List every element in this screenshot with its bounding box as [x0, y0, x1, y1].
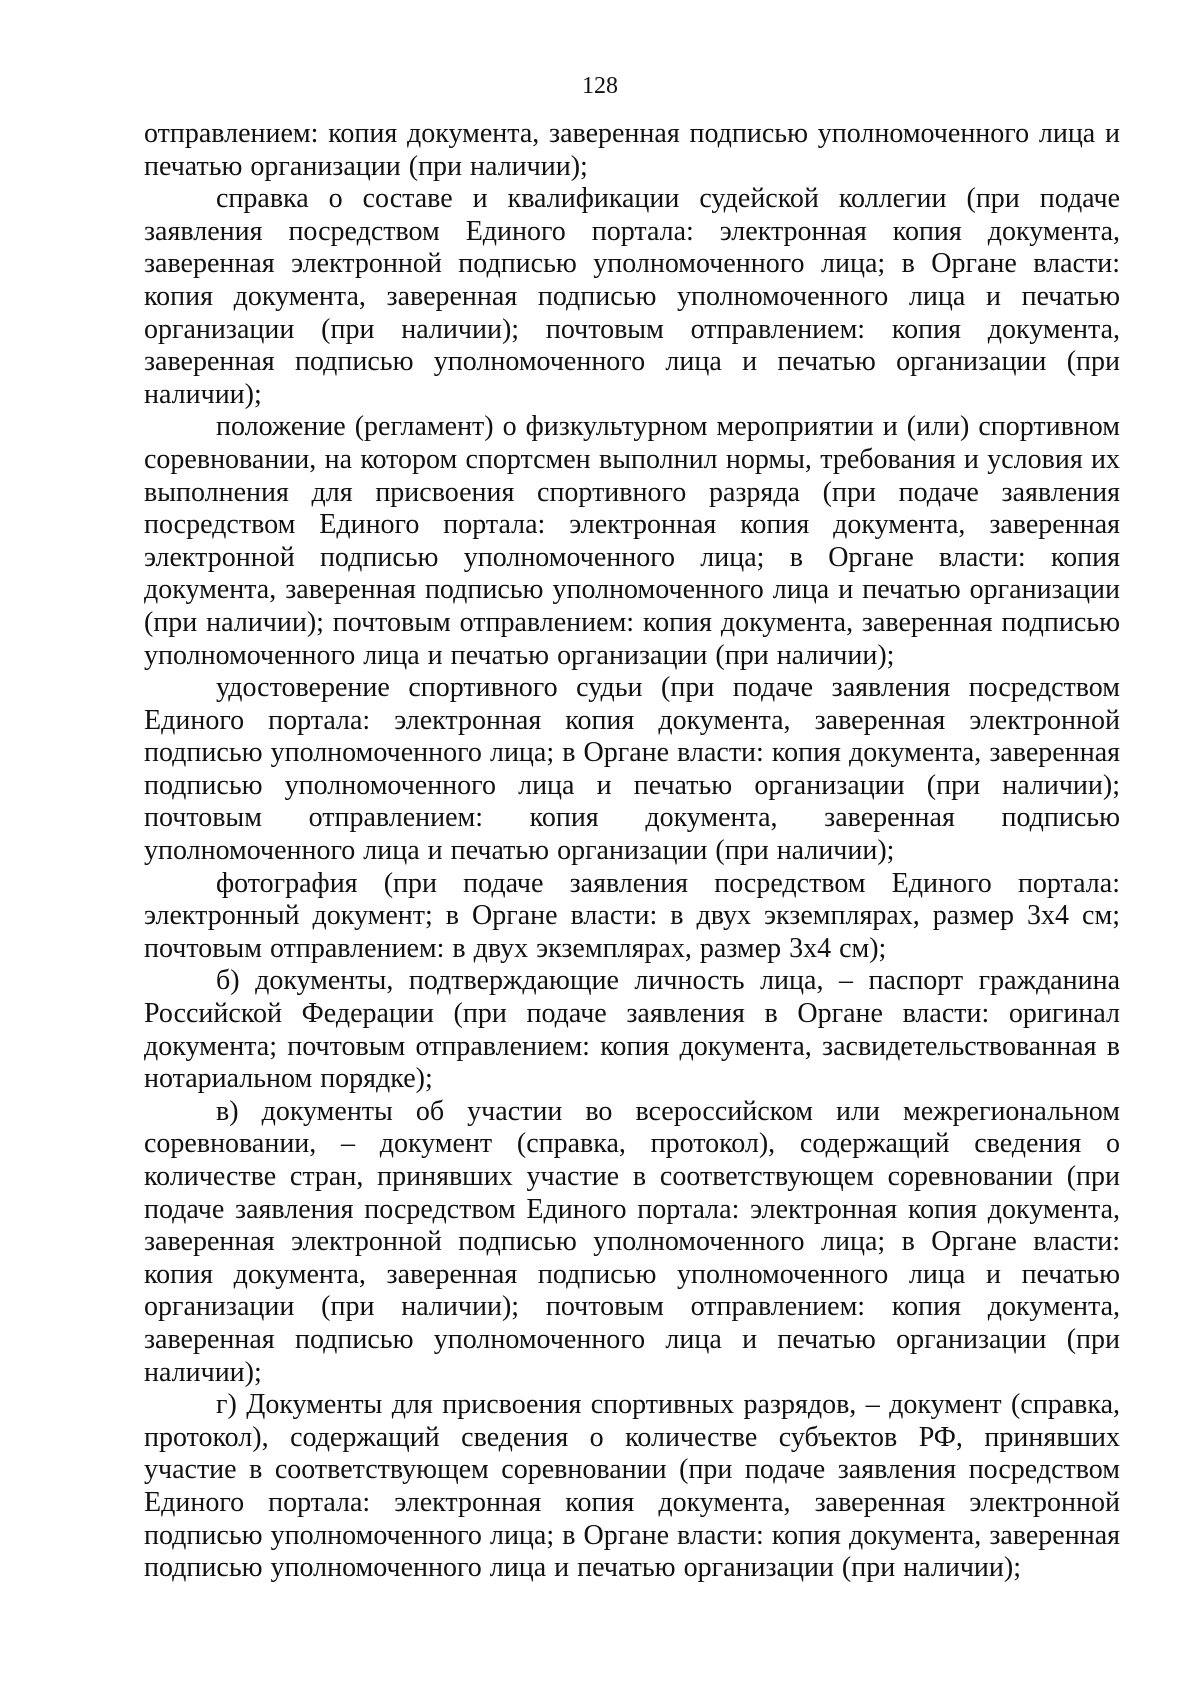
- document-body: [144, 118, 1120, 1585]
- page-number: 128: [582, 73, 618, 99]
- paragraph-photograph: фотография (при подаче заявления посредством Единого портала: электронный документ; в Органе власти: в двух экземплярах, размер 3х4 см; почтовым отправлением: в двух экземплярах, размер 3х4 см);: [144, 867, 1120, 964]
- paragraph-continuation: отправлением: копия документа, заверенная подписью уполномоченного лица и печатью организации (при наличии);: [144, 118, 1120, 182]
- paragraph-competition-participation: в) документы об участии во всероссийском или межрегиональном соревновании, – документ (справка, протокол), содержащий сведения о количестве стран, принявших участие в соответствующем соревновании (при подаче заявления посредством Единого портала: электронная копия документа, заверенная электронной подписью уполномоченного лица; в Органе власти: копия документа, заверенная подписью уполномоченного лица и печатью организации (при наличии); почтовым отправлением: копия документа, заверенная подписью уполномоченного лица и печатью организации (при наличии);: [144, 1095, 1120, 1388]
- paragraph-sports-ranks-documents: г) Документы для присвоения спортивных разрядов, – документ (справка, протокол), содержащий сведения о количестве субъектов РФ, принявших участие в соответствующем соревновании (при подаче заявления посредством Единого портала: электронная копия документа, заверенная электронной подписью уполномоченного лица; в Органе власти: копия документа, заверенная подписью уполномоченного лица и печатью организации (при наличии);: [144, 1389, 1120, 1584]
- paragraph-referee-certificate: удостоверение спортивного судьи (при подаче заявления посредством Единого портала: электронная копия документа, заверенная электронной подписью уполномоченного лица; в Органе власти: копия документа, заверенная подписью уполномоченного лица и печатью организации (при наличии); почтовым отправлением: копия документа, заверенная подписью уполномоченного лица и печатью организации (при наличии);: [144, 672, 1120, 867]
- paragraph-judging-panel-certificate: справка о составе и квалификации судейской коллегии (при подаче заявления посредством Единого портала: электронная копия документа, заверенная электронной подписью уполномоченного лица; в Органе власти: копия документа, заверенная подписью уполномоченного лица и печатью организации (при наличии); почтовым отправлением: копия документа, заверенная подписью уполномоченного лица и печатью организации (при наличии);: [144, 183, 1120, 410]
- paragraph-competition-regulations: положение (регламент) о физкультурном мероприятии и (или) спортивном соревновании, на котором спортсмен выполнил нормы, требования и условия их выполнения для присвоения спортивного разряда (при подаче заявления посредством Единого портала: электронная копия документа, заверенная электронной подписью уполномоченного лица; в Органе власти: копия документа, заверенная подписью уполномоченного лица и печатью организации (при наличии); почтовым отправлением: копия документа, заверенная подписью уполномоченного лица и печатью организации (при наличии);: [144, 411, 1120, 671]
- paragraph-identity-documents: б) документы, подтверждающие личность лица, – паспорт гражданина Российской Федерации (при подаче заявления в Органе власти: оригинал документа; почтовым отправлением: копия документа, засвидетельствованная в нотариальном порядке);: [144, 965, 1120, 1095]
